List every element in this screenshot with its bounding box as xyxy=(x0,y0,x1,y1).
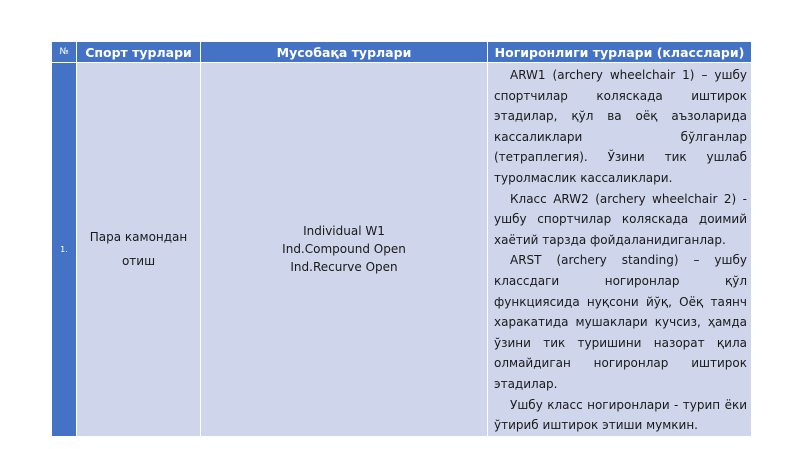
class-paragraph-note: Ушбу класс ногиронлари - турип ёки ўтириб иштирок этиши мумкин. xyxy=(494,397,747,433)
event-list xyxy=(201,63,488,437)
header-number: № xyxy=(52,42,77,63)
class-paragraph-arw2: Класс ARW2 (archery wheelchair 2) - ушбу спортчилар коляскада доимий хаётий тарзда фойдаланидиганлар. xyxy=(494,191,747,247)
header-sport-types: Спорт турлари xyxy=(77,42,201,63)
sports-table xyxy=(51,41,752,437)
header-row xyxy=(52,42,752,63)
header-event-types: Мусобақа турлари xyxy=(201,42,488,63)
event-item: Ind.Recurve Open xyxy=(290,260,398,275)
table-row xyxy=(52,63,752,437)
class-paragraph-arst: ARST (archery standing) – ушбу классдаги ногиронлар қўл функциясида нуқсони йўқ, Оёқ таянч харакатида мушаклари кучсиз, ҳамда ўзини тик туришини назорат қила олмайдиган ногиронлар иштирок этадилар. xyxy=(494,253,747,391)
class-paragraph-arw1: ARW1 (archery wheelchair 1) – ушбу спортчилар коляскада иштирок этадилар, қўл ва оёқ аъзоларида кассаликлари бўлганлар (тетраплегия). Ўзини тик ушлаб туролмаслик кассаликлари. xyxy=(494,68,747,185)
event-item: Individual W1 xyxy=(303,224,385,239)
header-disability-classes: Ногиронлиги турлари (класслари) xyxy=(488,42,752,63)
row-number: 1. xyxy=(52,63,77,437)
sport-name: Пара камондан отиш xyxy=(77,63,201,437)
class-descriptions xyxy=(488,63,752,437)
event-item: Ind.Compound Open xyxy=(282,242,406,257)
